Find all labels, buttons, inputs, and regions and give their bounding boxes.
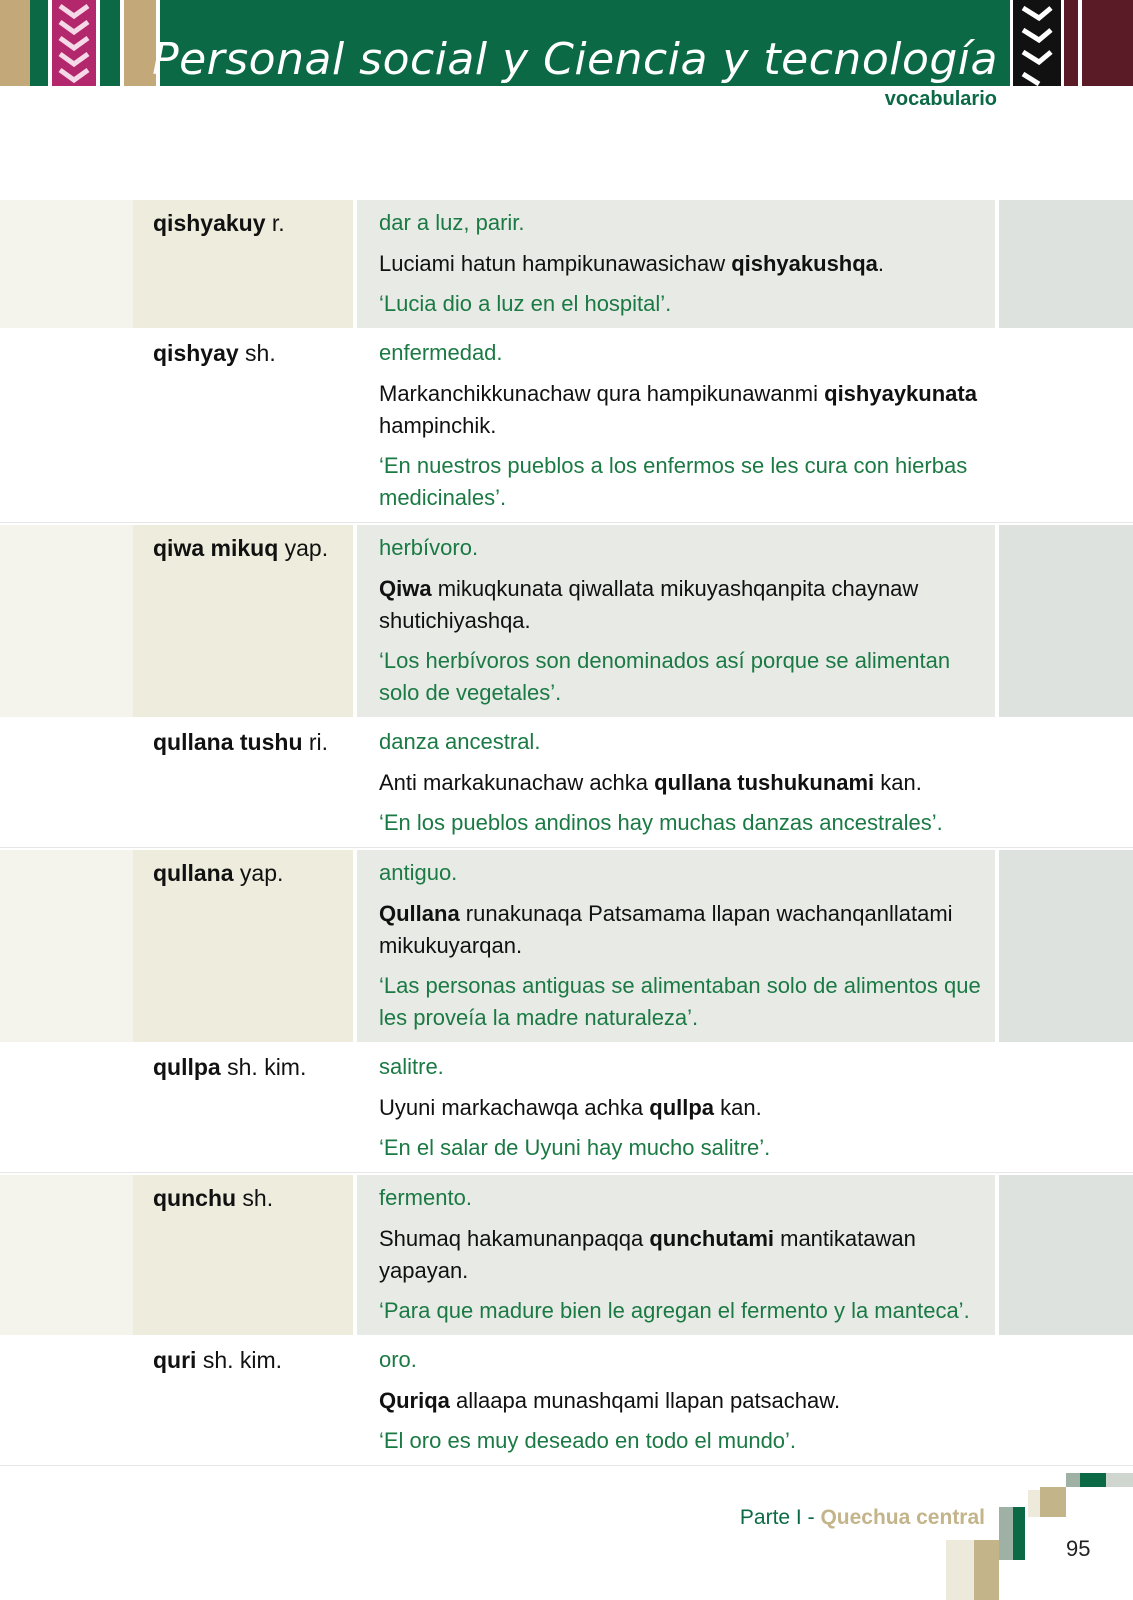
headword-term: qiwa mikuq bbox=[153, 535, 279, 561]
entry-headword-cell bbox=[133, 525, 357, 717]
vocabulary-entry bbox=[0, 200, 1133, 328]
example-text: allaapa munashqami llapan patsachaw. bbox=[449, 1388, 841, 1413]
entry-headword-cell bbox=[133, 200, 357, 328]
part-of-speech: yap. bbox=[233, 860, 284, 886]
example-text: kan. bbox=[714, 1095, 762, 1120]
example-keyword: Qiwa bbox=[379, 576, 432, 601]
example-keyword: qullpa bbox=[649, 1095, 715, 1120]
footer-block bbox=[1106, 1473, 1133, 1487]
footer-block bbox=[974, 1540, 999, 1600]
entry-body-cell bbox=[357, 330, 999, 522]
entry-side-cell bbox=[999, 1337, 1133, 1465]
footer-block bbox=[1066, 1473, 1080, 1487]
headword-term: quri bbox=[153, 1347, 197, 1373]
entry-margin bbox=[0, 1044, 133, 1172]
headword-term: qullpa bbox=[153, 1054, 221, 1080]
headword-term: qishyakuy bbox=[153, 210, 266, 236]
footer-block bbox=[1028, 1490, 1040, 1517]
footer-block bbox=[999, 1507, 1013, 1560]
footer-block bbox=[1013, 1507, 1025, 1560]
definition: antiguo. bbox=[379, 860, 458, 885]
header-title-bar bbox=[152, 0, 1010, 86]
headword-term: qunchu bbox=[153, 1185, 237, 1211]
part-of-speech: ri. bbox=[302, 729, 329, 755]
vocabulary-entry bbox=[0, 1173, 1133, 1335]
part-of-speech: sh. bbox=[238, 340, 276, 366]
header-stripe bbox=[100, 0, 120, 86]
entry-headword-cell bbox=[133, 850, 357, 1042]
example-text: mikuqkunata qiwallata mikuyashqanpita chaynaw shutichiyashqa. bbox=[379, 576, 925, 633]
example-keyword: qishyakushqa bbox=[731, 251, 878, 276]
headword bbox=[153, 1183, 353, 1213]
definition: salitre. bbox=[379, 1054, 444, 1079]
example-sentence bbox=[379, 767, 999, 799]
entry-headword-cell bbox=[133, 1044, 357, 1172]
translation: ‘Para que madure bien le agregan el fermento y la manteca’. bbox=[379, 1298, 970, 1323]
part-of-speech: sh. kim. bbox=[220, 1054, 307, 1080]
example-sentence bbox=[379, 1223, 995, 1287]
entry-headword-cell bbox=[133, 330, 357, 522]
vocabulary-entry bbox=[0, 1335, 1133, 1466]
entry-margin bbox=[0, 1175, 133, 1335]
entry-side-cell bbox=[999, 1175, 1133, 1335]
entry-body-cell bbox=[357, 1175, 999, 1335]
translation: ‘En los pueblos andinos hay muchas danzas ancestrales’. bbox=[379, 810, 943, 835]
footer-block bbox=[946, 1540, 974, 1600]
header-pattern-black bbox=[1013, 0, 1061, 86]
entry-margin bbox=[0, 330, 133, 522]
example-text: Anti markakunachaw achka bbox=[379, 770, 655, 795]
example-sentence bbox=[379, 378, 999, 442]
example-text: Shumaq hakamunanpaqqa bbox=[379, 1226, 650, 1251]
header-stripe bbox=[30, 0, 48, 86]
vocabulary-entry bbox=[0, 1042, 1133, 1173]
vocabulary-entry bbox=[0, 328, 1133, 523]
example-sentence bbox=[379, 898, 995, 962]
footer-label bbox=[740, 1506, 985, 1530]
example-text: hampinchik. bbox=[379, 381, 984, 438]
translation: ‘Las personas antiguas se alimentaban solo de alimentos que les proveía la madre naturaleza’. bbox=[379, 973, 981, 1030]
vocabulary-entry bbox=[0, 848, 1133, 1042]
entry-headword-cell bbox=[133, 1175, 357, 1335]
page-number: 95 bbox=[1066, 1536, 1091, 1561]
part-of-speech: sh. bbox=[236, 1185, 274, 1211]
headword-term: qullana bbox=[153, 860, 234, 886]
entry-side-cell bbox=[999, 1044, 1133, 1172]
translation: ‘El oro es muy deseado en todo el mundo’. bbox=[379, 1428, 797, 1453]
definition: fermento. bbox=[379, 1185, 472, 1210]
footer-block bbox=[1040, 1487, 1066, 1517]
entry-body-cell bbox=[357, 1044, 999, 1172]
definition: oro. bbox=[379, 1347, 417, 1372]
headword bbox=[153, 1345, 357, 1375]
example-sentence bbox=[379, 1385, 999, 1417]
example-sentence bbox=[379, 248, 995, 280]
headword bbox=[153, 338, 357, 368]
definition: herbívoro. bbox=[379, 535, 479, 560]
section-subtitle: vocabulario bbox=[884, 88, 997, 110]
entry-body-cell bbox=[357, 1337, 999, 1465]
entry-side-cell bbox=[999, 719, 1133, 847]
header-stripe bbox=[1064, 0, 1078, 86]
header-stripe bbox=[1082, 0, 1133, 86]
vocabulary-entry bbox=[0, 717, 1133, 848]
part-of-speech: r. bbox=[265, 210, 285, 236]
translation: ‘Lucia dio a luz en el hospital’. bbox=[379, 291, 672, 316]
example-text: kan. bbox=[874, 770, 922, 795]
header-stripe bbox=[0, 0, 30, 86]
translation: ‘En el salar de Uyuni hay mucho salitre’. bbox=[379, 1135, 771, 1160]
footer-part: Parte I - bbox=[739, 1506, 821, 1529]
entry-margin bbox=[0, 850, 133, 1042]
example-keyword: qunchutami bbox=[649, 1226, 774, 1251]
part-of-speech: yap. bbox=[278, 535, 329, 561]
entry-headword-cell bbox=[133, 719, 357, 847]
entry-body-cell bbox=[357, 850, 999, 1042]
example-keyword: Qullana bbox=[379, 901, 460, 926]
entry-side-cell bbox=[999, 525, 1133, 717]
example-keyword: Quriqa bbox=[379, 1388, 450, 1413]
entry-body-cell bbox=[357, 525, 999, 717]
entry-side-cell bbox=[999, 330, 1133, 522]
translation: ‘En nuestros pueblos a los enfermos se les cura con hierbas medicinales’. bbox=[379, 453, 968, 510]
header-pattern-magenta bbox=[52, 0, 96, 86]
example-text: Luciami hatun hampikunawasichaw bbox=[379, 251, 732, 276]
page-title: Personal social y Ciencia y tecnología bbox=[152, 34, 998, 85]
example-text: runakunaqa Patsamama llapan wachanqanllatami mikukuyarqan. bbox=[379, 901, 959, 958]
definition: dar a luz, parir. bbox=[379, 210, 525, 235]
example-text: Markanchikkunachaw qura hampikunawanmi bbox=[379, 381, 825, 406]
headword bbox=[153, 858, 353, 888]
example-keyword: qullana tushukunami bbox=[654, 770, 875, 795]
entry-margin bbox=[0, 200, 133, 328]
definition: enfermedad. bbox=[379, 340, 503, 365]
footer-block bbox=[1080, 1473, 1106, 1487]
entry-side-cell bbox=[999, 850, 1133, 1042]
headword bbox=[153, 208, 353, 238]
translation: ‘Los herbívoros son denominados así porque se alimentan solo de vegetales’. bbox=[379, 648, 951, 705]
vocabulary-list bbox=[0, 200, 1133, 1466]
example-text: . bbox=[877, 251, 885, 276]
entry-margin bbox=[0, 525, 133, 717]
headword-term: qullana tushu bbox=[153, 729, 303, 755]
headword bbox=[153, 533, 353, 563]
entry-margin bbox=[0, 719, 133, 847]
headword bbox=[153, 1052, 357, 1082]
example-sentence bbox=[379, 573, 995, 637]
vocabulary-entry bbox=[0, 523, 1133, 717]
page-header bbox=[0, 0, 1133, 110]
example-sentence bbox=[379, 1092, 999, 1124]
entry-body-cell bbox=[357, 200, 999, 328]
entry-side-cell bbox=[999, 200, 1133, 328]
headword bbox=[153, 727, 357, 757]
footer-language: Quechua central bbox=[820, 1506, 985, 1529]
entry-headword-cell bbox=[133, 1337, 357, 1465]
headword-term: qishyay bbox=[153, 340, 239, 366]
definition: danza ancestral. bbox=[379, 729, 541, 754]
example-text: Uyuni markachawqa achka bbox=[379, 1095, 650, 1120]
entry-body-cell bbox=[357, 719, 999, 847]
entry-margin bbox=[0, 1337, 133, 1465]
example-keyword: qishyaykunata bbox=[824, 381, 977, 406]
part-of-speech: sh. kim. bbox=[196, 1347, 283, 1373]
example-text: mantikatawan yapayan. bbox=[379, 1226, 922, 1283]
